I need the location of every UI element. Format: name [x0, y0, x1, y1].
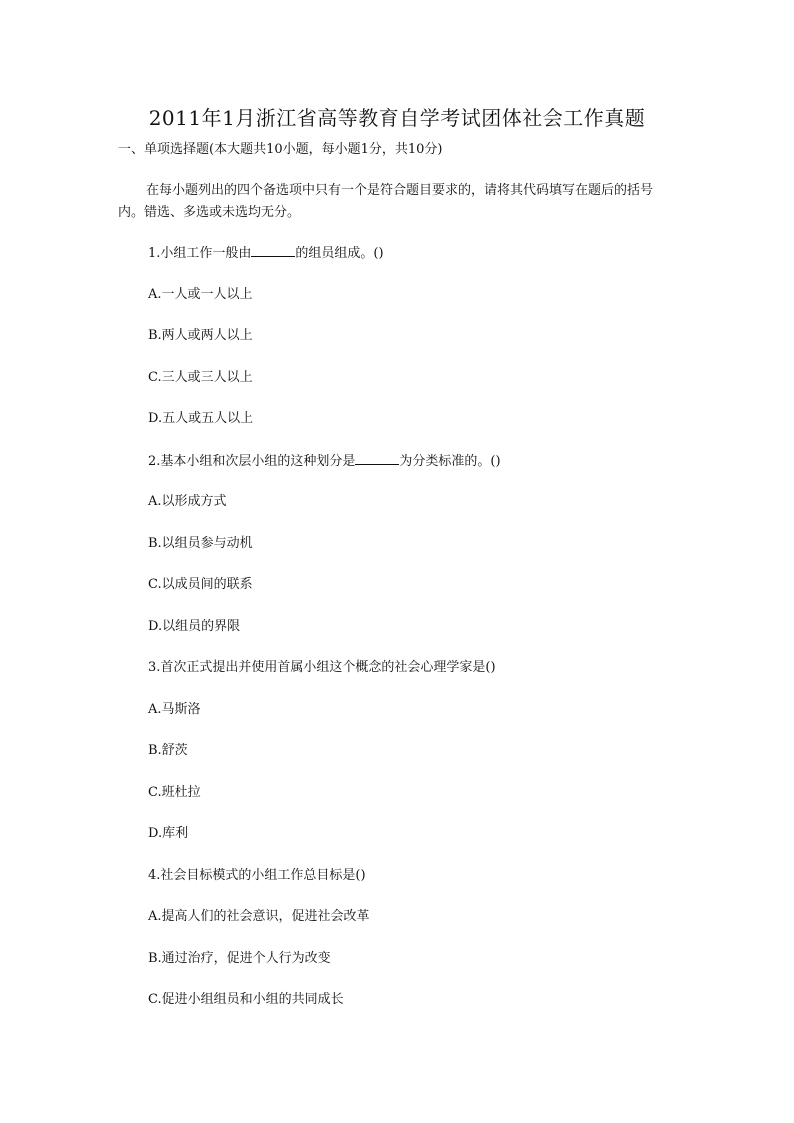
question-3-option-c: C.班杜拉 [148, 785, 201, 800]
question-2-stem-before: 2.基本小组和次层小组的这种划分是 [148, 454, 356, 469]
section-heading: 一、单项选择题(本大题共10小题，每小题1分，共10分) [118, 142, 443, 157]
question-3-stem: 3.首次正式提出并使用首属小组这个概念的社会心理学家是() [148, 660, 496, 675]
question-1-option-d: D.五人或五人以上 [148, 411, 254, 426]
answer-blank [355, 451, 399, 465]
answer-blank [251, 243, 295, 257]
question-2-option-b: B.以组员参与动机 [148, 536, 253, 551]
question-4-option-b: B.通过治疗，促进个人行为改变 [148, 951, 331, 966]
question-4-stem: 4.社会目标模式的小组工作总目标是() [148, 868, 366, 883]
question-4-option-c: C.促进小组组员和小组的共同成长 [148, 992, 344, 1007]
question-2-stem-after: 为分类标准的。() [399, 454, 501, 469]
question-2-option-a: A.以形成方式 [148, 494, 227, 509]
page-title: 2011年1月浙江省高等教育自学考试团体社会工作真题 [148, 106, 646, 130]
question-2-option-d: D.以组员的界限 [148, 619, 241, 634]
question-1-stem-after: 的组员组成。() [295, 246, 384, 261]
question-2-option-c: C.以成员间的联系 [148, 577, 253, 592]
question-1-stem-before: 1.小组工作一般由 [148, 246, 252, 261]
question-3-option-a: A.马斯洛 [148, 702, 201, 717]
question-4-option-a: A.提高人们的社会意识，促进社会改革 [148, 909, 370, 924]
question-3-option-b: B.舒茨 [148, 743, 188, 758]
question-1-option-b: B.两人或两人以上 [148, 328, 253, 343]
question-3-option-d: D.库利 [148, 826, 189, 841]
question-1-stem [148, 243, 384, 264]
question-1-option-a: A.一人或一人以上 [148, 287, 253, 302]
question-1-option-c: C.三人或三人以上 [148, 370, 253, 385]
instructions-paragraph: 在每小题列出的四个备选项中只有一个是符合题目要求的，请将其代码填写在题后的括号内。错选、多选或未选均无分。 [118, 183, 654, 220]
question-2-stem [148, 451, 501, 472]
